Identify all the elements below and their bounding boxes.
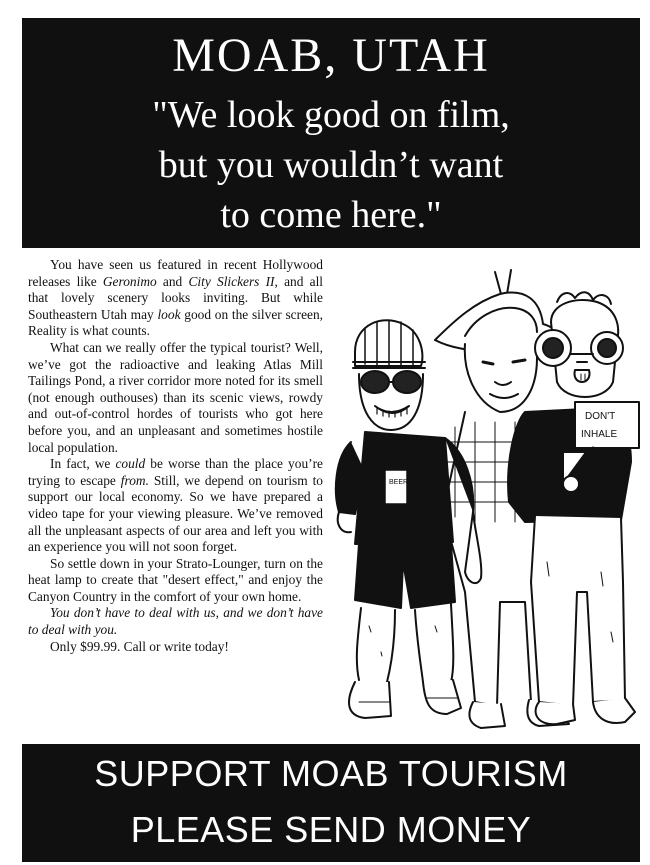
slogan-line-2: PLEASE SEND MONEY bbox=[130, 809, 532, 850]
paragraph-5 bbox=[28, 605, 323, 638]
p3-text-a: In fact, we bbox=[50, 456, 116, 472]
paragraph-3 bbox=[28, 456, 323, 556]
paragraph-2: What can we really offer the typical tourist? Well, we’ve got the radioactive and leaking Atlas Mill Tailings Pond, a river corridor more noted for its smell (not enough outhouses) than its scenic views, rowdy and out-of-control hordes of tourists who got here before you, and an unpleasant and sometimes hostile local population. bbox=[28, 339, 323, 455]
p1-emph-look: look bbox=[157, 306, 181, 322]
quote-line-2: but you wouldn’t want bbox=[158, 144, 504, 186]
cartoon-illustration bbox=[325, 262, 643, 737]
p1-title-city-slickers: City Slickers II bbox=[188, 273, 275, 289]
p1-title-geronimo: Geronimo bbox=[102, 273, 157, 289]
beer-can-label: BEER bbox=[389, 479, 409, 486]
p5-italic: You don’t have to deal with us, and we don’t have to deal with you. bbox=[28, 605, 323, 638]
slogan-line-1: SUPPORT MOAB TOURISM bbox=[94, 753, 568, 794]
p3-emph-could: could bbox=[115, 456, 146, 472]
article-body bbox=[28, 257, 323, 655]
p3-text-c: Still, we depend on tourism to support our local economy. So we have prepared a video tape for your viewing pleasure. We’ve removed all the unpleasant aspects of our area and left you with an experience you will not soon forget. bbox=[28, 472, 323, 555]
header-banner bbox=[22, 18, 640, 248]
paragraph-1 bbox=[28, 257, 323, 340]
p1-text-d: good on the silver screen, Reality is what counts. bbox=[28, 306, 324, 339]
p1-text-a: You have seen us featured in recent Hollywood releases like bbox=[28, 257, 323, 289]
p1-text-b: and bbox=[156, 273, 189, 289]
sign-line-2: INHALE bbox=[581, 429, 618, 440]
footer-banner bbox=[22, 744, 640, 862]
p3-text-b: be worse than the place you’re trying to escape bbox=[28, 456, 323, 488]
quote-line-1: "We look good on film, bbox=[152, 94, 510, 136]
header-quote bbox=[22, 90, 640, 240]
sign-line-1: DON'T bbox=[585, 411, 616, 422]
paragraph-4: So settle down in your Strato-Lounger, turn on the heat lamp to create that "desert effect," and enjoy the Canyon Country in the comfort of your own home. bbox=[28, 555, 323, 604]
page-title: MOAB, UTAH bbox=[172, 29, 490, 82]
p1-text-c: , and all that lovely scenery looks inviting. But while Southeastern Utah may bbox=[28, 273, 324, 322]
paragraph-6: Only $99.99. Call or write today! bbox=[50, 638, 229, 654]
quote-line-3: to come here." bbox=[220, 194, 442, 236]
p3-emph-from: from. bbox=[120, 472, 149, 488]
